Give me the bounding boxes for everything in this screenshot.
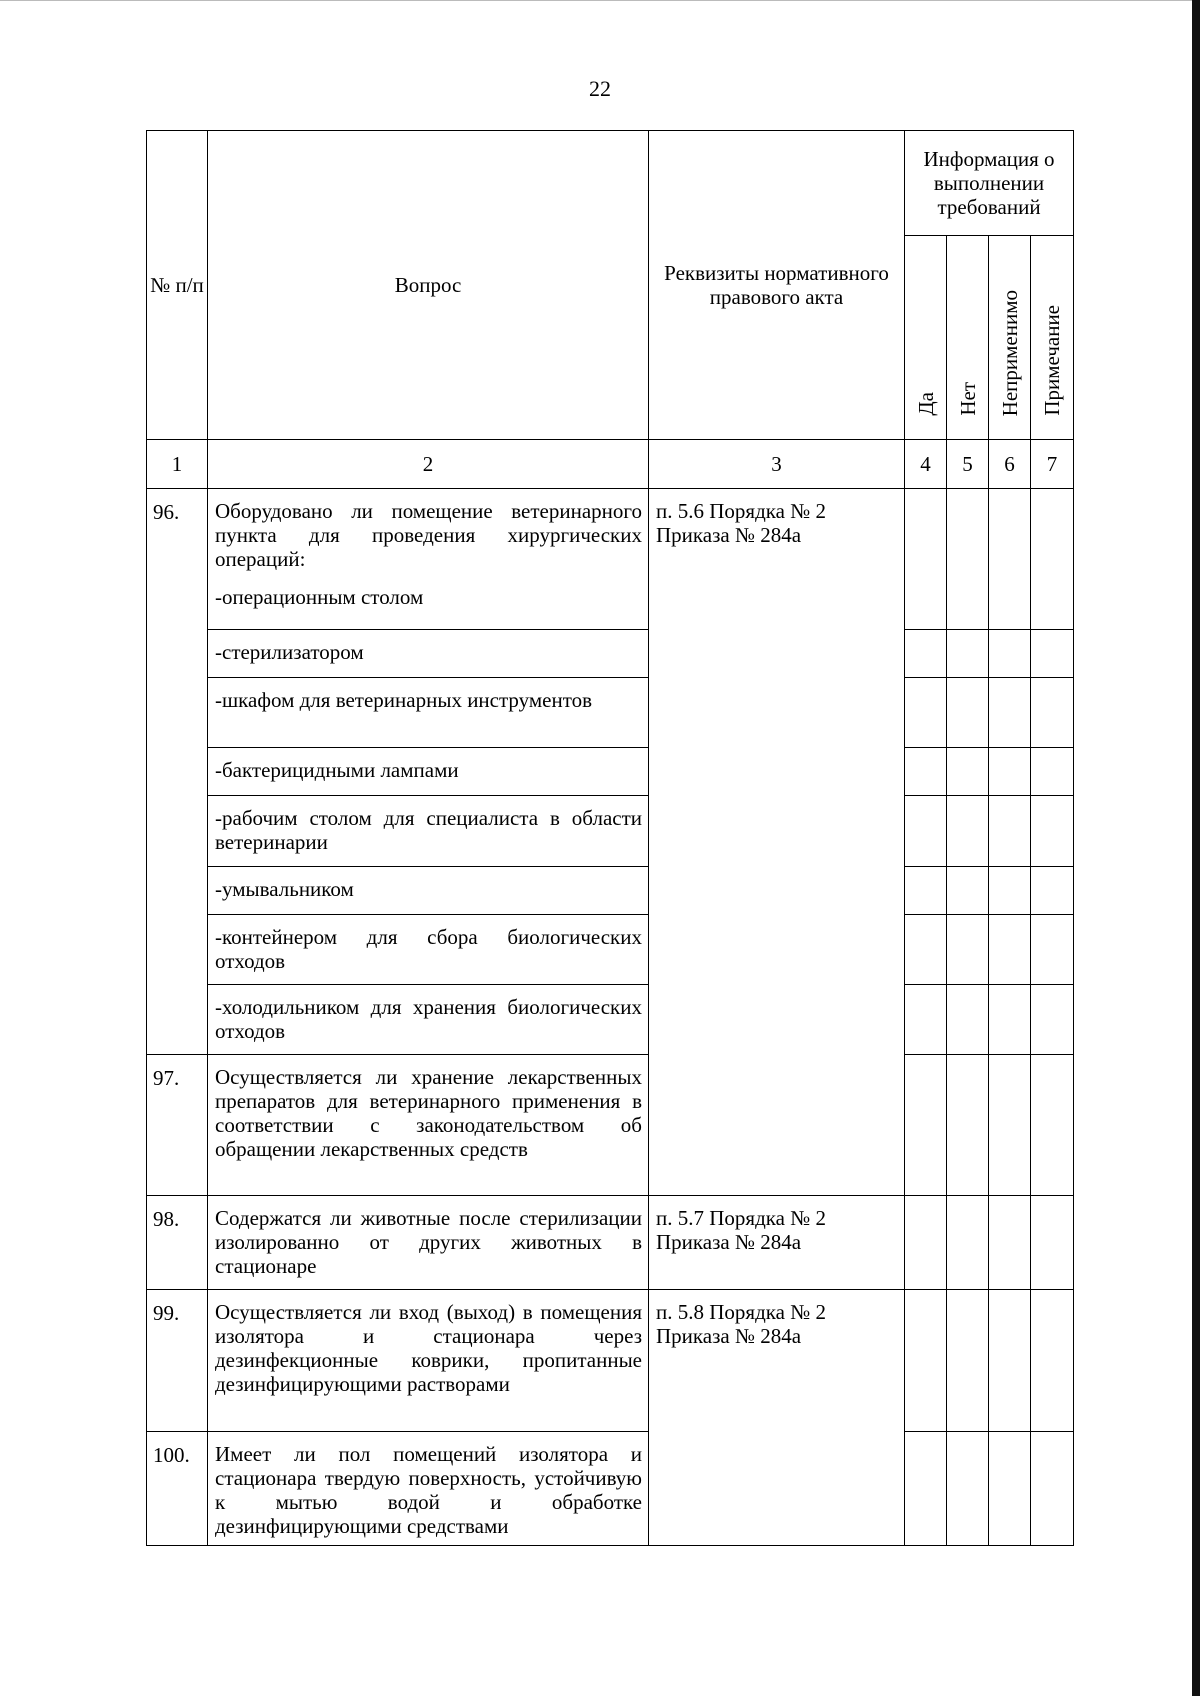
cell-note [1031,1055,1074,1196]
table-row [147,630,1074,678]
cell-no [947,1290,989,1432]
header-note: Примечание [1031,236,1074,440]
table-row [147,678,1074,748]
table-row [147,867,1074,915]
cell-na [989,1432,1031,1546]
cell-yes [905,985,947,1055]
cell-note [1031,630,1074,678]
table-row [147,796,1074,867]
question-96 [208,489,649,630]
item-work-table: -рабочим столом для специалиста в области ветеринарии [208,796,649,867]
cell-note [1031,915,1074,985]
item-waste-container: -контейнером для сбора биологических отходов [208,915,649,985]
header-number: № п/п [147,131,208,440]
item-bactericidal-lamps: -бактерицидными лампами [208,748,649,796]
row-number-100: 100. [147,1432,208,1546]
column-number: 3 [649,440,905,489]
cell-note [1031,1290,1074,1432]
cell-note [1031,1196,1074,1290]
cell-yes [905,1290,947,1432]
header-no: Нет [947,236,989,440]
header-question: Вопрос [208,131,649,440]
table-row-100 [147,1432,1074,1546]
cell-na [989,1290,1031,1432]
question-97: Осуществляется ли хранение лекарственных препаратов для ветеринарного применения в соответствии с законодательством об обращении лекарственных средств [208,1055,649,1196]
table-row [147,985,1074,1055]
cell-note [1031,489,1074,630]
cell-na [989,489,1031,630]
cell-no [947,915,989,985]
table-row [147,915,1074,985]
cell-na [989,915,1031,985]
cell-note [1031,867,1074,915]
cell-note [1031,678,1074,748]
cell-no [947,1432,989,1546]
cell-no [947,748,989,796]
table-row-97 [147,1055,1074,1196]
cell-yes [905,915,947,985]
table-row-96 [147,489,1074,630]
page-number: 22 [589,76,611,101]
column-number: 5 [947,440,989,489]
cell-no [947,867,989,915]
cell-yes [905,796,947,867]
cell-no [947,985,989,1055]
item-sterilizer: -стерилизатором [208,630,649,678]
header-info: Информация о выполнении требований [905,131,1074,236]
cell-yes [905,630,947,678]
question-100: Имеет ли пол помещений изолятора и стационара твердую поверхность, устойчивую к мытью водой и обработке дезинфицирующими средствами [208,1432,649,1546]
table-row [147,748,1074,796]
column-number: 1 [147,440,208,489]
column-number: 4 [905,440,947,489]
cell-na [989,748,1031,796]
item-operating-table: -операционным столом [215,585,424,609]
column-number: 7 [1031,440,1074,489]
cell-na [989,985,1031,1055]
column-number-row [147,440,1074,489]
header-row [147,131,1074,236]
cell-yes [905,1432,947,1546]
column-number: 6 [989,440,1031,489]
reference-96: п. 5.6 Порядка № 2 Приказа № 284а [649,489,905,1196]
cell-yes [905,1196,947,1290]
reference-98: п. 5.7 Порядка № 2 Приказа № 284а [649,1196,905,1290]
cell-na [989,867,1031,915]
cell-note [1031,748,1074,796]
scan-top-edge [0,0,1200,1]
question-96-text: Оборудовано ли помещение ветеринарного пункта для проведения хирургических операций: [215,499,642,571]
checklist-table [146,130,1074,1546]
cell-yes [905,1055,947,1196]
table-row-98 [147,1196,1074,1290]
cell-yes [905,748,947,796]
cell-note [1031,1432,1074,1546]
row-number-97: 97. [147,1055,208,1196]
cell-na [989,630,1031,678]
cell-no [947,630,989,678]
cell-note [1031,796,1074,867]
cell-note [1031,985,1074,1055]
row-number-96: 96. [147,489,208,1055]
cell-na [989,796,1031,867]
header-requisites: Реквизиты нормативного правового акта [649,131,905,440]
row-number-98: 98. [147,1196,208,1290]
item-refrigerator: -холодильником для хранения биологических отходов [208,985,649,1055]
cell-no [947,796,989,867]
item-washbasin: -умывальником [208,867,649,915]
cell-yes [905,678,947,748]
cell-no [947,1055,989,1196]
scan-right-edge [1192,0,1200,1696]
cell-no [947,489,989,630]
row-number-99: 99. [147,1290,208,1432]
item-instrument-cabinet: -шкафом для ветеринарных инструментов [208,678,649,748]
column-number: 2 [208,440,649,489]
cell-na [989,678,1031,748]
question-98: Содержатся ли животные после стерилизации изолированно от других животных в стационаре [208,1196,649,1290]
reference-99: п. 5.8 Порядка № 2 Приказа № 284а [649,1290,905,1546]
cell-na [989,1055,1031,1196]
cell-na [989,1196,1031,1290]
header-na: Неприменимо [989,236,1031,440]
table-row-99 [147,1290,1074,1432]
cell-yes [905,489,947,630]
cell-yes [905,867,947,915]
header-yes: Да [905,236,947,440]
cell-no [947,1196,989,1290]
question-99: Осуществляется ли вход (выход) в помещения изолятора и стационара через дезинфекционные коврики, пропитанные дезинфицирующими растворами [208,1290,649,1432]
cell-no [947,678,989,748]
